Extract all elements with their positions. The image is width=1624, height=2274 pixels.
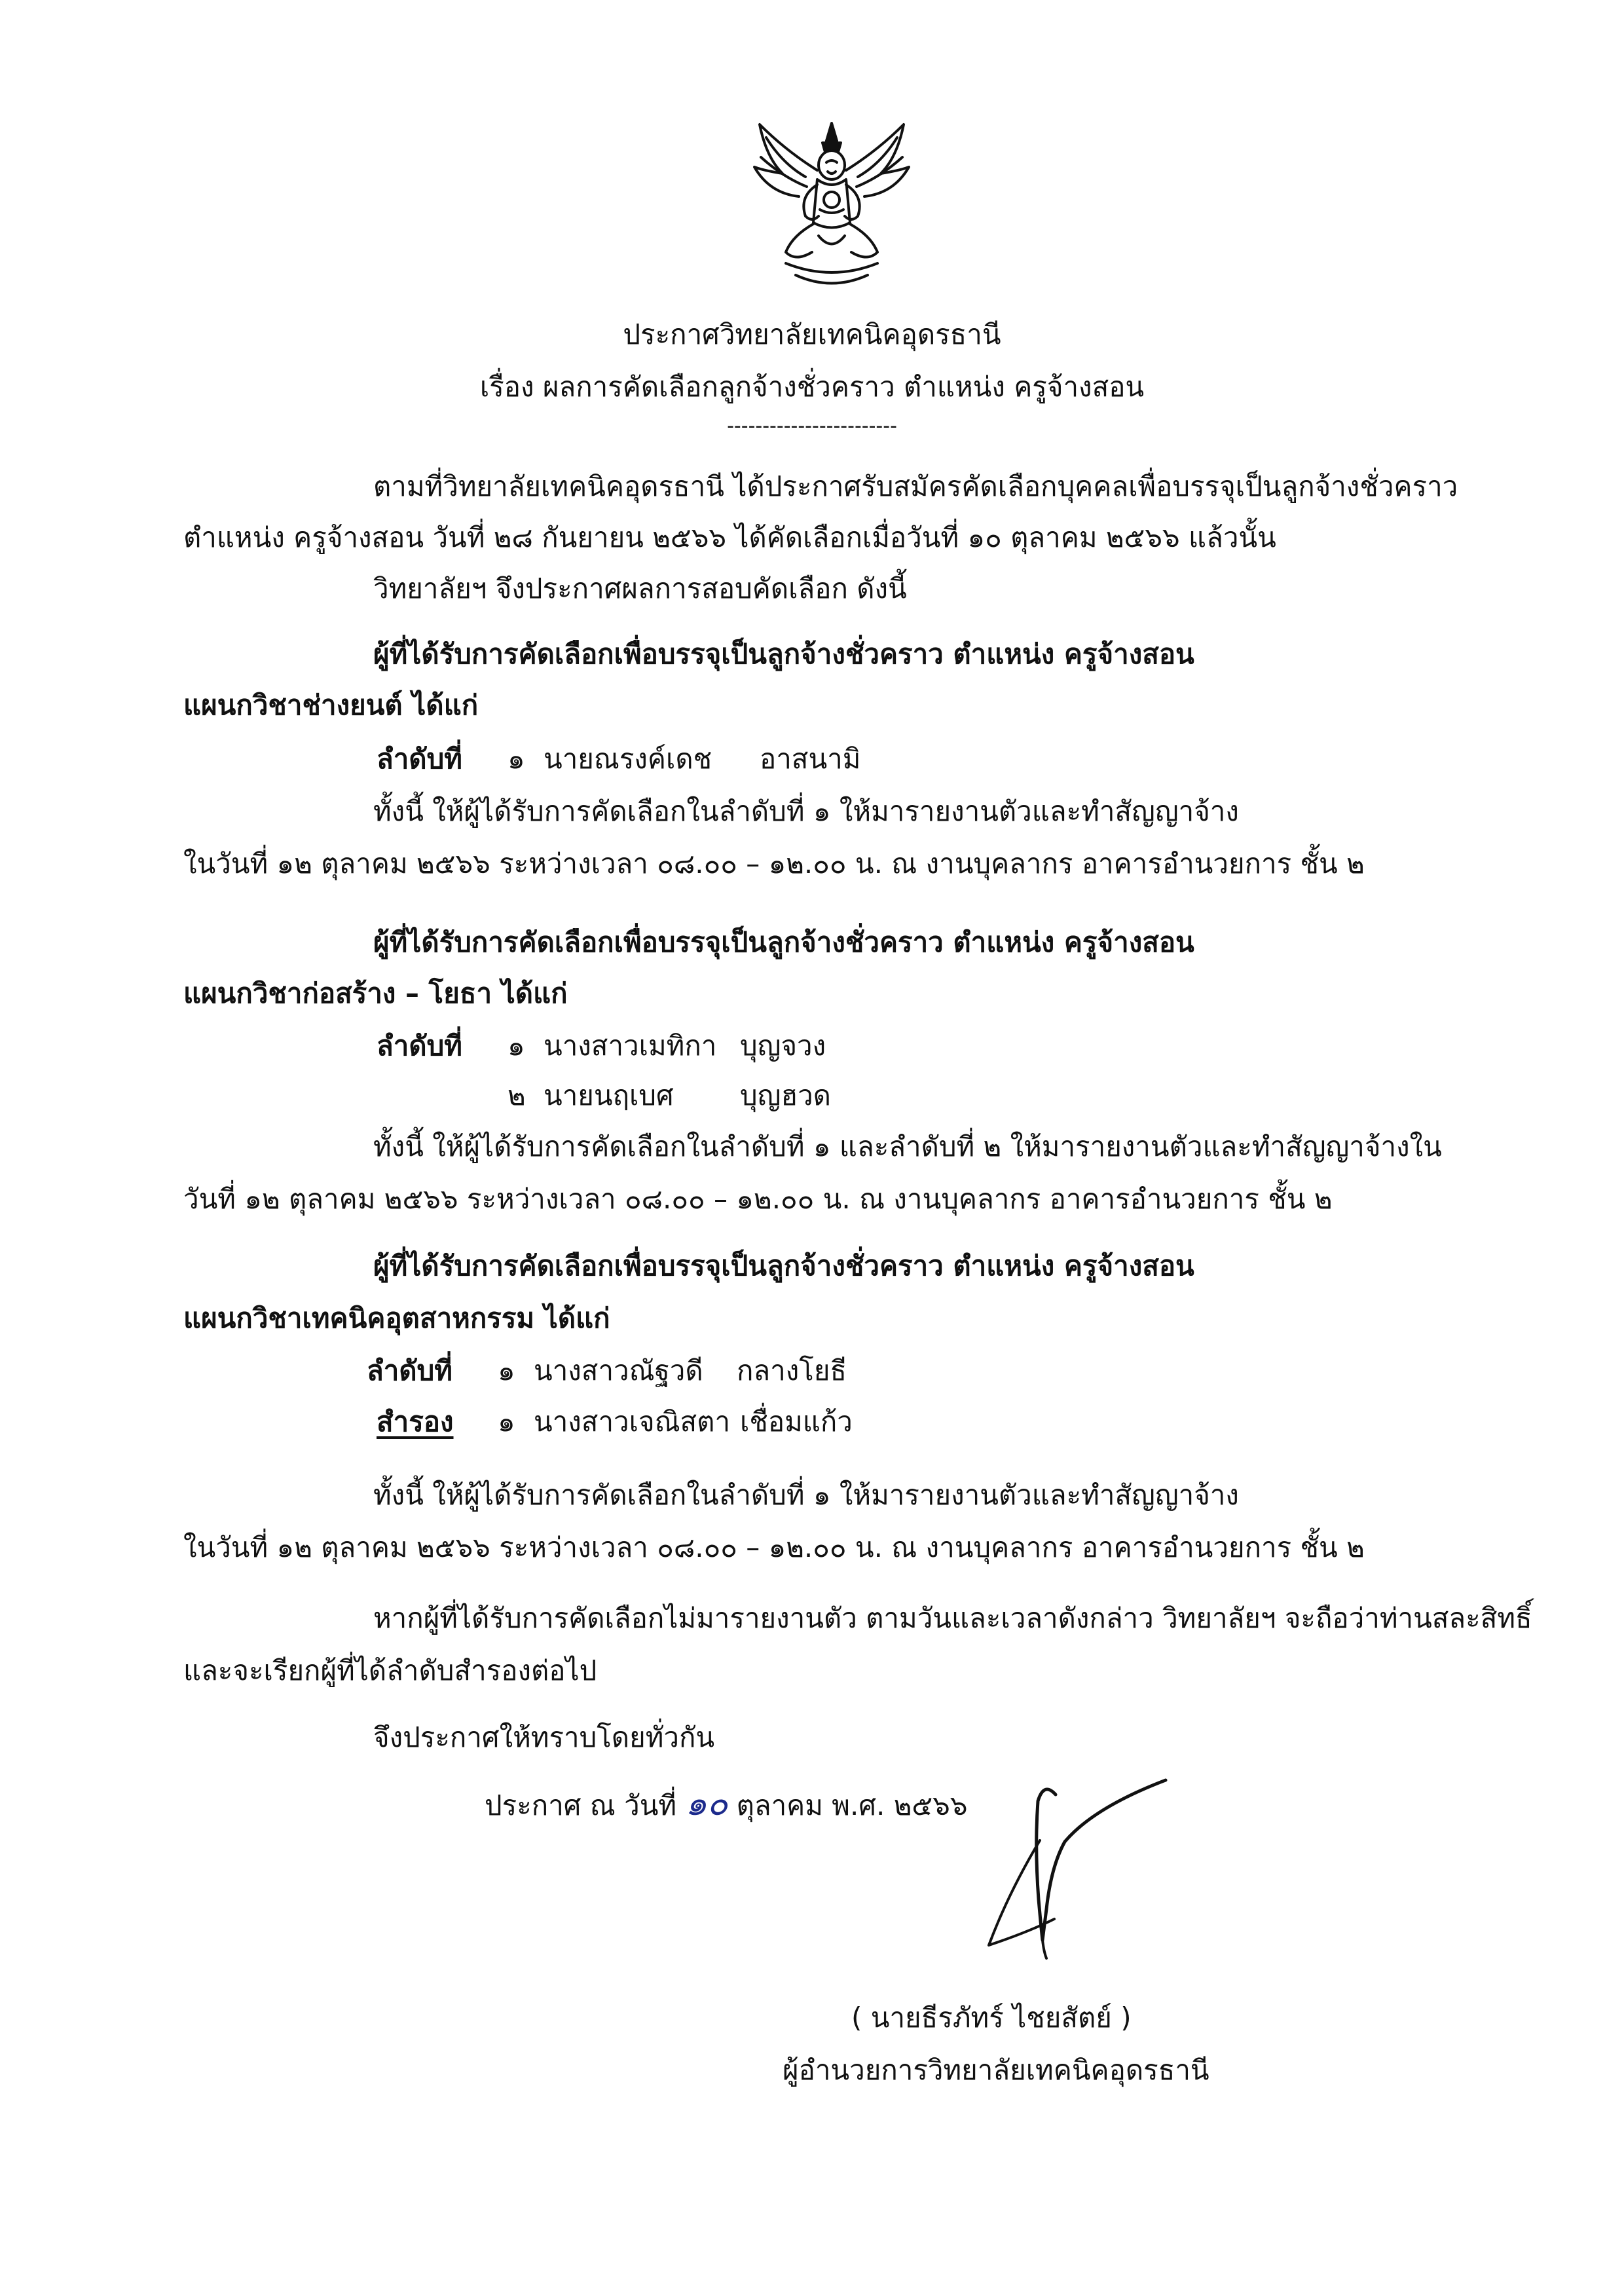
- reserve-number: ๑: [498, 1406, 515, 1438]
- candidate-number: ๑: [507, 743, 525, 775]
- reserve-label: สำรอง: [377, 1406, 454, 1438]
- section-3-rank-label: ลำดับที่: [367, 1354, 452, 1387]
- candidate-first-name: นางสาวณัฐวดี: [534, 1354, 703, 1387]
- section-2-rank-label: ลำดับที่: [377, 1030, 462, 1062]
- candidate-number: ๑: [498, 1354, 515, 1387]
- header-divider: ------------------------: [727, 415, 897, 438]
- section-2-heading: ผู้ที่ได้รับการคัดเลือกเพื่อบรรจุเป็นลูกจ้างชั่วคราว ตำแหน่ง ครูจ้างสอน: [373, 926, 1194, 958]
- candidate-number: ๒: [507, 1079, 526, 1111]
- section-2-department: แผนกวิชาก่อสร้าง – โยธา ได้แก่: [183, 977, 568, 1009]
- candidate-last-name: กลางโยธี: [737, 1354, 847, 1387]
- candidate-number: ๑: [507, 1030, 525, 1062]
- signature-image: [904, 1768, 1179, 1965]
- section-3-heading: ผู้ที่ได้รับการคัดเลือกเพื่อบรรจุเป็นลูกจ้างชั่วคราว ตำแหน่ง ครูจ้างสอน: [373, 1250, 1194, 1282]
- document-subject: เรื่อง ผลการคัดเลือกลูกจ้างชั่วคราว ตำแหน่ง ครูจ้างสอน: [479, 371, 1145, 403]
- candidate-last-name: บุญฮวด: [740, 1079, 831, 1111]
- handwritten-day: ๑๐: [685, 1784, 728, 1823]
- date-line: [485, 1784, 968, 1823]
- intro-line-2: ตำแหน่ง ครูจ้างสอน วันที่ ๒๘ กันยายน ๒๕๖๖ ได้คัดเลือกเมื่อวันที่ ๑๐ ตุลาคม ๒๕๖๖ แล้วนั้น: [183, 521, 1276, 553]
- section-2-note-line-1: ทั้งนี้ ให้ผู้ได้รับการคัดเลือกในลำดับที่ ๑ และลำดับที่ ๒ ให้มารายงานตัวและทำสัญญาจ้างใน: [373, 1130, 1442, 1163]
- reserve-first-name: นางสาวเจณิสตา: [534, 1406, 731, 1438]
- closing-line-2: และจะเรียกผู้ที่ได้ลำดับสำรองต่อไป: [183, 1654, 597, 1687]
- garuda-emblem-icon: [747, 111, 917, 301]
- section-1-heading: ผู้ที่ได้รับการคัดเลือกเพื่อบรรจุเป็นลูกจ้างชั่วคราว ตำแหน่ง ครูจ้างสอน: [373, 638, 1194, 670]
- section-1-note-line-1: ทั้งนี้ ให้ผู้ได้รับการคัดเลือกในลำดับที่ ๑ ให้มารายงานตัวและทำสัญญาจ้าง: [373, 795, 1239, 827]
- intro-line-1: [373, 470, 1532, 502]
- intro-line-1-text: ตามที่วิทยาลัยเทคนิคอุดรธานี ได้ประกาศรับสมัครคัดเลือกบุคคลเพื่อบรรจุเป็นลูกจ้างชั่วคราว: [373, 470, 1458, 502]
- section-1-rank-label: ลำดับที่: [377, 743, 462, 775]
- document-title: ประกาศวิทยาลัยเทคนิคอุดรธานี: [623, 318, 1001, 350]
- candidate-first-name: นายนฤเบศ: [544, 1079, 674, 1111]
- signatory-title: ผู้อำนวยการวิทยาลัยเทคนิคอุดรธานี: [783, 2054, 1209, 2086]
- date-prefix: ประกาศ ณ วันที่: [485, 1789, 677, 1821]
- intro-line-3: วิทยาลัยฯ จึงประกาศผลการสอบคัดเลือก ดังนี้: [373, 572, 907, 605]
- section-3-note-line-1: ทั้งนี้ ให้ผู้ได้รับการคัดเลือกในลำดับที่ ๑ ให้มารายงานตัวและทำสัญญาจ้าง: [373, 1479, 1239, 1511]
- candidate-first-name: นายณรงค์เดช: [544, 743, 712, 775]
- candidate-first-name: นางสาวเมทิกา: [544, 1030, 717, 1062]
- reserve-last-name: เชื่อมแก้ว: [740, 1406, 853, 1438]
- announcement-line: จึงประกาศให้ทราบโดยทั่วกัน: [373, 1721, 715, 1753]
- date-suffix: ตุลาคม พ.ศ. ๒๕๖๖: [736, 1789, 968, 1821]
- section-1-note-line-2: ในวันที่ ๑๒ ตุลาคม ๒๕๖๖ ระหว่างเวลา ๐๘.๐๐ – ๑๒.๐๐ น. ณ งานบุคลากร อาคารอำนวยการ ชั้น ๒: [183, 848, 1365, 880]
- section-2-note-line-2: วันที่ ๑๒ ตุลาคม ๒๕๖๖ ระหว่างเวลา ๐๘.๐๐ – ๑๒.๐๐ น. ณ งานบุคลากร อาคารอำนวยการ ชั้น ๒: [183, 1183, 1333, 1215]
- section-3-note-line-2: ในวันที่ ๑๒ ตุลาคม ๒๕๖๖ ระหว่างเวลา ๐๘.๐๐ – ๑๒.๐๐ น. ณ งานบุคลากร อาคารอำนวยการ ชั้น ๒: [183, 1531, 1365, 1563]
- signatory-name: ( นายธีรภัทร์ ไชยสัตย์ ): [851, 2002, 1132, 2034]
- section-1-department: แผนกวิชาช่างยนต์ ได้แก่: [183, 689, 479, 721]
- closing-line-1: หากผู้ที่ได้รับการคัดเลือกไม่มารายงานตัว ตามวันและเวลาดังกล่าว วิทยาลัยฯ จะถือว่าท่านสละสิทธิ์: [373, 1602, 1532, 1634]
- candidate-last-name: บุญจวง: [740, 1030, 826, 1062]
- candidate-last-name: อาสนามิ: [760, 743, 861, 775]
- section-3-department: แผนกวิชาเทคนิคอุตสาหกรรม ได้แก่: [183, 1302, 610, 1334]
